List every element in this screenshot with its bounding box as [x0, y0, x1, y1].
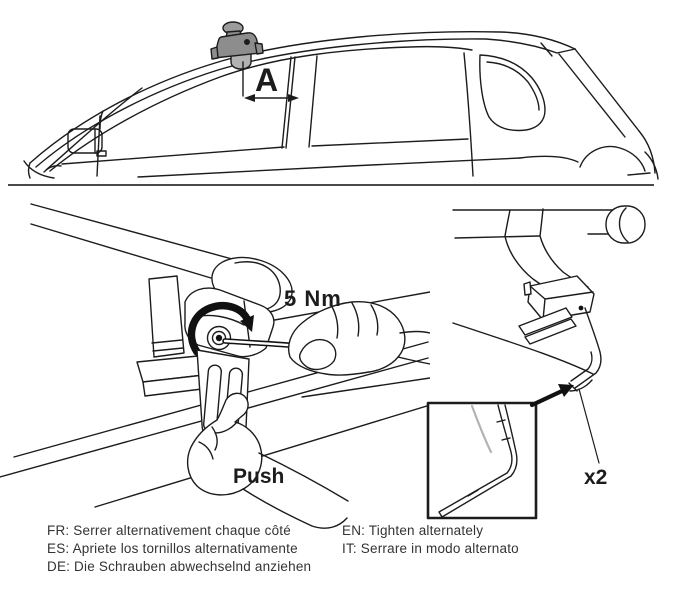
- quantity-label: x2: [584, 466, 608, 489]
- rear-quarter-window: [480, 55, 545, 130]
- dimension-label: A: [255, 62, 279, 98]
- car-side-view-figure: [0, 0, 686, 190]
- crossbar-end: [453, 206, 645, 243]
- instruction-en: EN: Tighten alternately: [342, 523, 484, 538]
- mount-body: [214, 33, 260, 58]
- instructions-left-column: [47, 522, 311, 576]
- quantity-leader-line: [579, 389, 599, 463]
- detail-inset-box: [428, 403, 536, 518]
- torque-label: 5 Nm: [284, 286, 342, 311]
- push-label: Push: [233, 465, 285, 488]
- instruction-de: DE: Die Schrauben abwechselnd anziehen: [47, 559, 312, 574]
- bracket-figure: [420, 195, 686, 535]
- section-divider-line: [8, 184, 654, 186]
- b-pillar: [282, 56, 317, 148]
- rear-wheel-arch: [580, 147, 645, 171]
- bracket-hook: [569, 308, 601, 391]
- mount-tab-left: [211, 47, 218, 59]
- tightening-figure: [0, 195, 430, 535]
- detail-arrow: [532, 384, 574, 405]
- instruction-it: IT: Serrare in modo alternato: [342, 541, 519, 556]
- clamp-bolt: [208, 327, 231, 350]
- mount-tab-right: [255, 43, 263, 54]
- car-body-outline: [24, 32, 658, 179]
- instruction-fr: FR: Serrer alternativement chaque côté: [47, 523, 291, 538]
- instructions-right-column: [342, 522, 519, 558]
- rear-pillar: [559, 49, 639, 137]
- instruction-es: ES: Apriete los tornillos alternativamente: [47, 541, 298, 556]
